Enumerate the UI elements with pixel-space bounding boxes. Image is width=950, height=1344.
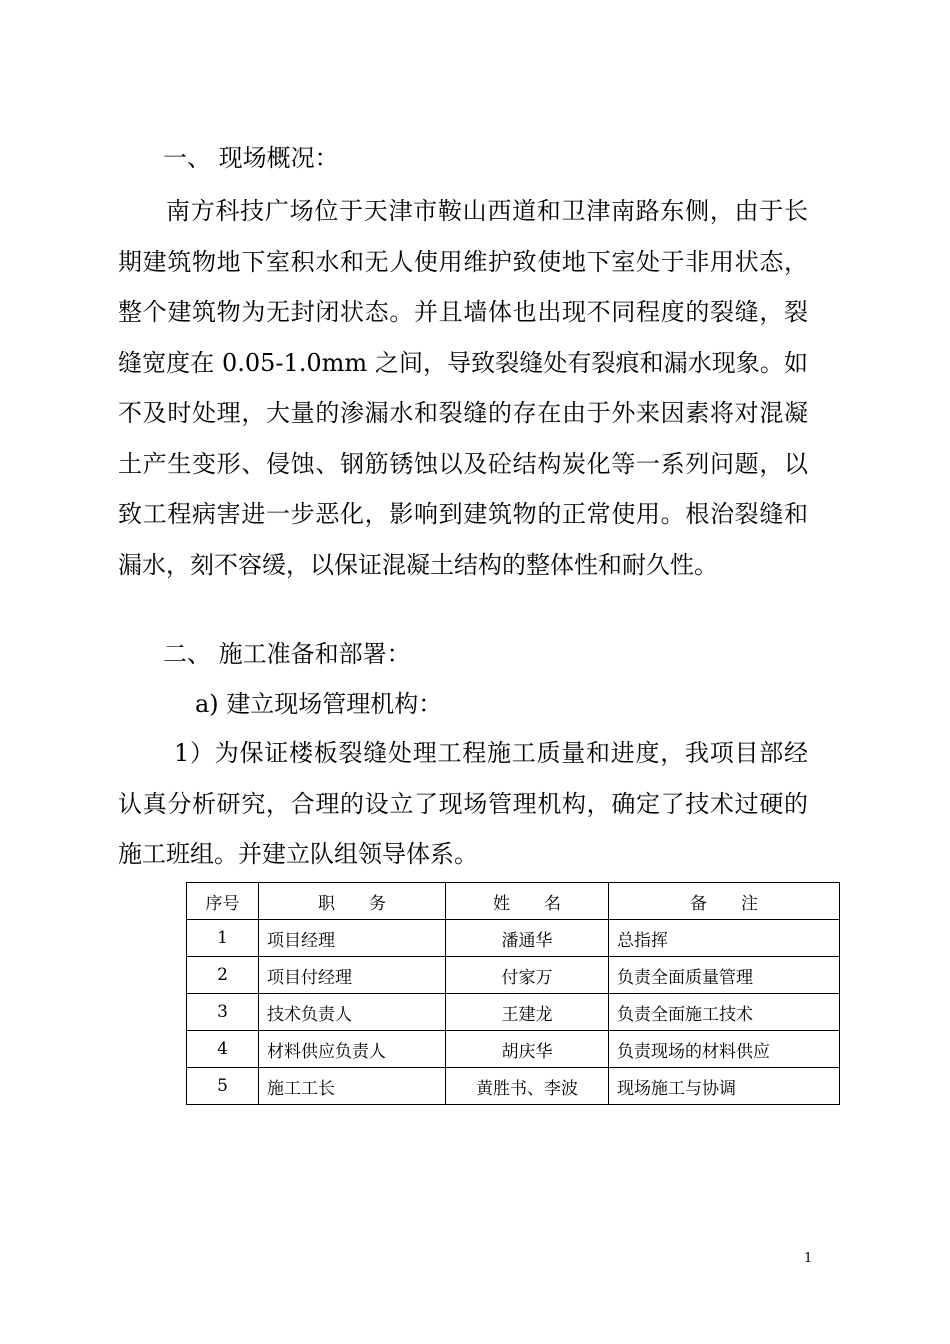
cell-name: 潘通华 (446, 920, 609, 957)
section-2-paragraph: 1）为保证楼板裂缝处理工程施工质量和进度，我项目部经认真分析研究，合理的设立了现场管理机构，确定了技术过硬的施工班组。并建立队组领导体系。 (118, 739, 808, 868)
header-role: 职 务 (259, 883, 446, 920)
table-row (187, 1068, 840, 1105)
cell-no: 4 (187, 1031, 259, 1068)
table-row (187, 957, 840, 994)
staff-table (186, 882, 840, 1105)
header-no: 序号 (187, 883, 259, 920)
cell-note: 负责全面施工技术 (609, 994, 840, 1031)
cell-role: 项目经理 (259, 920, 446, 957)
cell-role: 技术负责人 (259, 994, 446, 1031)
cell-note: 负责现场的材料供应 (609, 1031, 840, 1068)
cell-name: 黄胜书、李波 (446, 1068, 609, 1105)
table-header-row (187, 883, 840, 920)
section-1-paragraph: 南方科技广场位于天津市鞍山西道和卫津南路东侧，由于长期建筑物地下室积水和无人使用维护致使地下室处于非用状态，整个建筑物为无封闭状态。并且墙体也出现不同程度的裂缝，裂缝宽度在 0.05-1.0mm 之间，导致裂缝处有裂痕和漏水现象。如不及时处理，大量的渗漏水和裂缝的存在由于外来因素将对混凝土产生变形、侵蚀、钢筋锈蚀以及砼结构炭化等一系列问题，以致工程病害进一步恶化，影响到建筑物的正常使用。根治裂缝和漏水，刻不容缓，以保证混凝土结构的整体性和耐久性。 (118, 197, 808, 579)
cell-role: 项目付经理 (259, 957, 446, 994)
cell-no: 3 (187, 994, 259, 1031)
cell-note: 总指挥 (609, 920, 840, 957)
cell-note: 现场施工与协调 (609, 1068, 840, 1105)
table-row (187, 920, 840, 957)
cell-name: 王建龙 (446, 994, 609, 1031)
cell-no: 5 (187, 1068, 259, 1105)
cell-role: 施工工长 (259, 1068, 446, 1105)
cell-role: 材料供应负责人 (259, 1031, 446, 1068)
header-name: 姓 名 (446, 883, 609, 920)
cell-no: 1 (187, 920, 259, 957)
header-note: 备 注 (609, 883, 840, 920)
section-1-heading: 一、 现场概况： (163, 144, 339, 172)
cell-no: 2 (187, 957, 259, 994)
subsection-a-heading: a) 建立现场管理机构： (195, 690, 443, 718)
cell-name: 胡庆华 (446, 1031, 609, 1068)
page-number: 1 (804, 1251, 813, 1266)
section-2-heading: 二、 施工准备和部署： (163, 640, 411, 668)
cell-name: 付家万 (446, 957, 609, 994)
table-row (187, 1031, 840, 1068)
cell-note: 负责全面质量管理 (609, 957, 840, 994)
table-row (187, 994, 840, 1031)
